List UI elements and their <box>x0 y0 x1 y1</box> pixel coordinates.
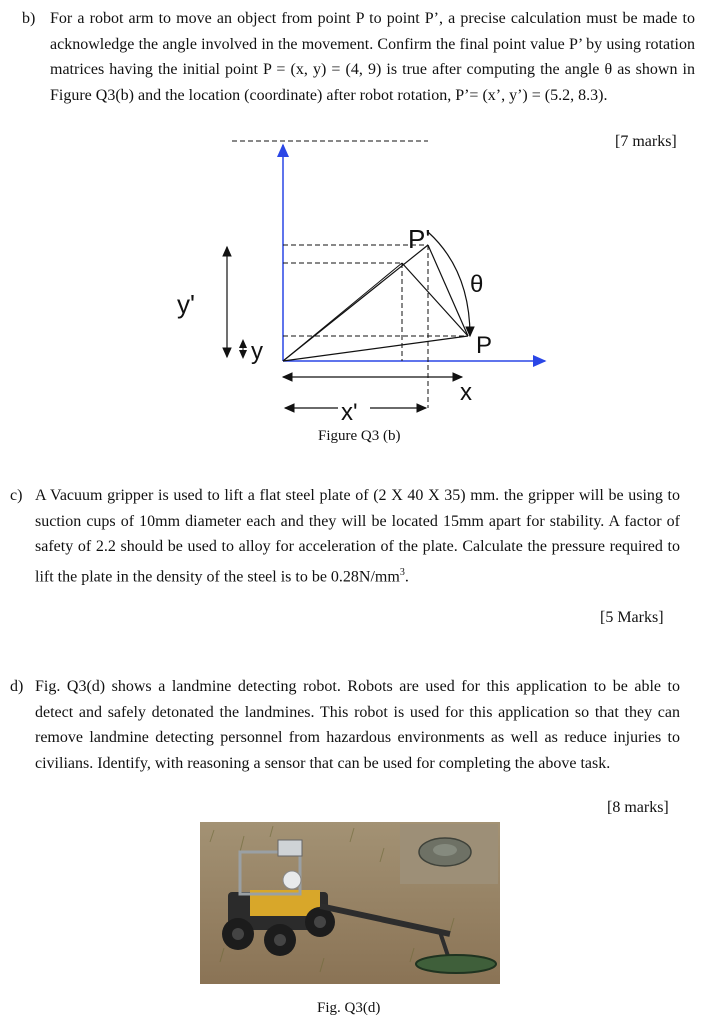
label-y: y <box>251 338 263 365</box>
landmine-robot-photo <box>200 822 500 984</box>
part-c-text-body: A Vacuum gripper is used to lift a flat steel plate of (2 X 40 X 35) mm. the gripper will be using to suction cups of 10mm diameter each and they will be located 15mm apart for stability. A factor of safety of 2.2 should be used to alloy for acceleration of the plate. Calculate the pressure required to lift the plate in the density of the steel is to be 0.28N/mm <box>35 487 680 585</box>
label-x: x <box>460 379 472 406</box>
label-p: P <box>476 332 493 359</box>
part-c-question-text <box>35 483 680 589</box>
figure-q3b-caption: Figure Q3 (b) <box>318 428 401 444</box>
part-b-label: b) <box>22 10 36 27</box>
part-c-marks: [5 Marks] <box>600 609 664 626</box>
part-b-question-text: For a robot arm to move an object from point P to point P’, a precise calculation must be made to acknowledge the angle involved in the movement. Confirm the final point value P’ by using rotation matrices having the initial point P = (x, y) = (4, 9) is true after computing the angle θ as shown in Figure Q3(b) and the location (coordinate) after robot rotation, P’= (x’, y’) = (5.2, 8.3). <box>50 10 696 104</box>
figure-q3b-diagram <box>170 135 560 440</box>
label-x-prime: x' <box>341 399 358 426</box>
vector-op <box>283 336 468 361</box>
theta-arc <box>428 232 470 336</box>
part-d-marks: [8 marks] <box>607 799 669 816</box>
label-p-prime: P' <box>408 224 431 254</box>
part-b-marks: [7 marks] <box>615 133 677 150</box>
label-theta: θ <box>470 271 484 298</box>
figure-q3d-caption: Fig. Q3(d) <box>317 1000 381 1016</box>
part-c-label: c) <box>10 487 23 504</box>
part-c-suffix: . <box>404 567 409 585</box>
label-y-prime: y' <box>177 289 195 319</box>
part-c-superscript: 3 <box>399 566 405 578</box>
part-d-question-text: Fig. Q3(d) shows a landmine detecting robot. Robots are used for this application to be able to detect and safely detonated the landmines. This robot is used for this application so that they can remove landmine detecting personnel from hazardous environments as well as reduce injuries to civilians. Identify, with reasoning a sensor that can be used for completing the above task. <box>35 678 680 772</box>
part-d-label: d) <box>10 678 24 695</box>
